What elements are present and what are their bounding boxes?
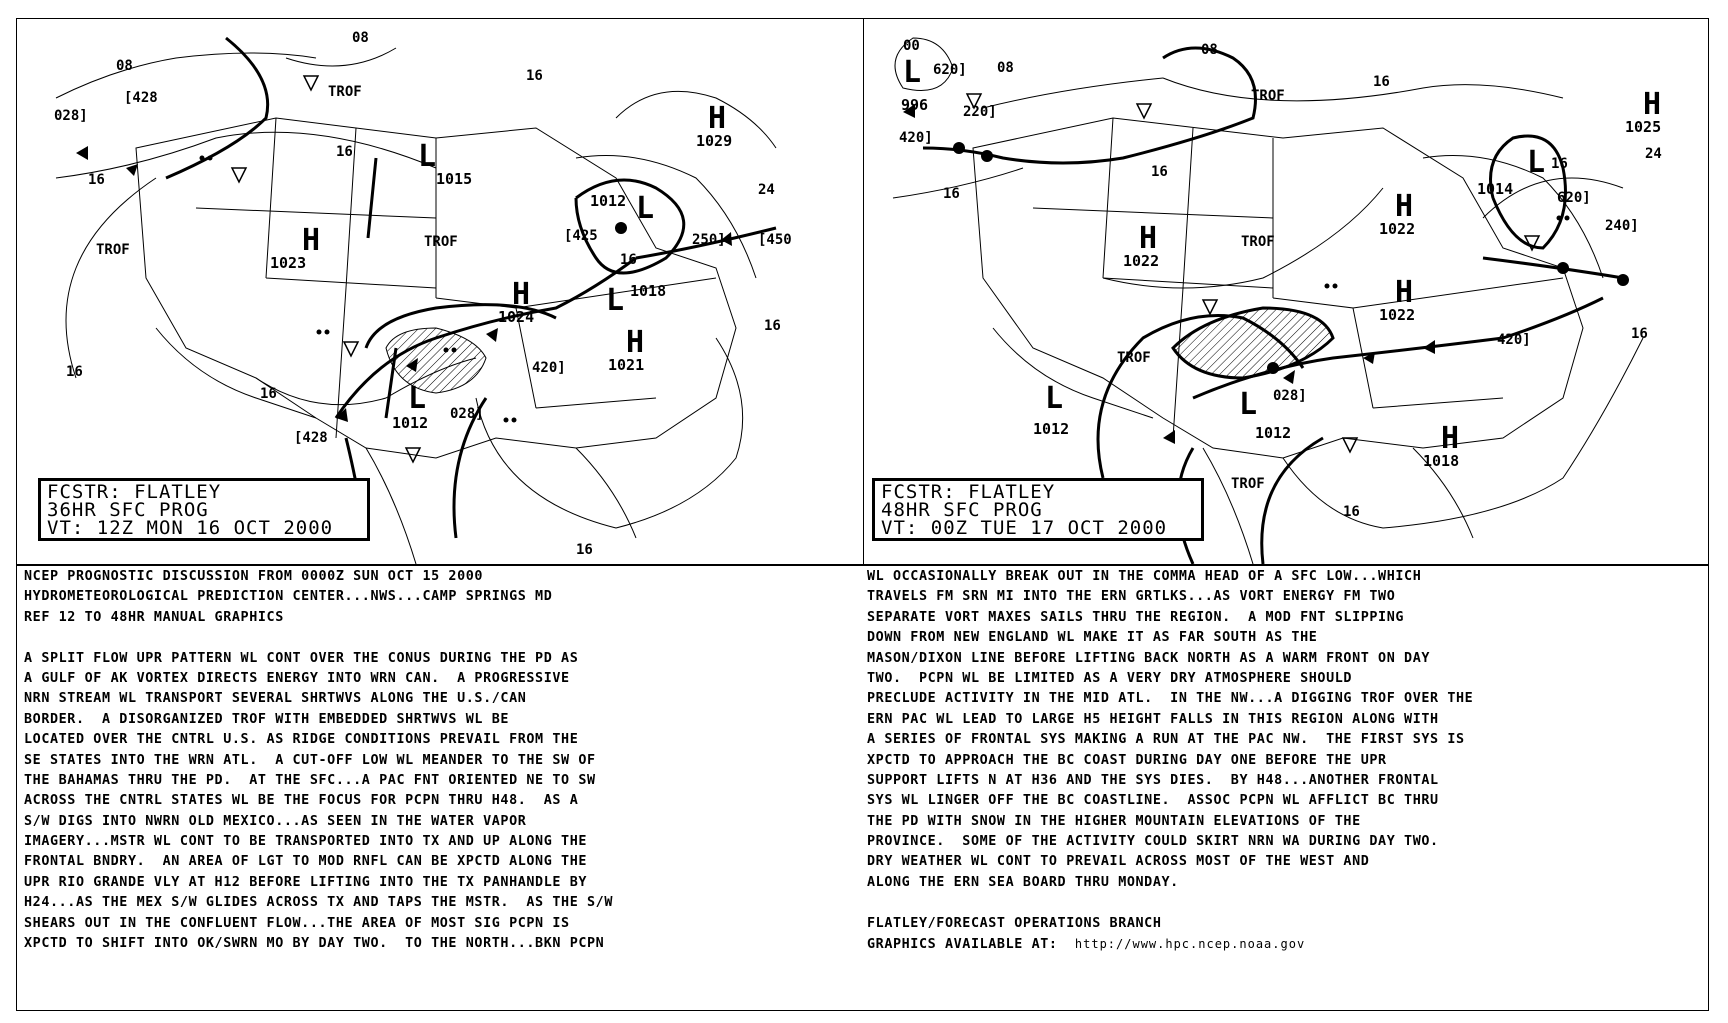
pressure-value: 1018 [1423,452,1460,470]
isobar-label: 16 [576,542,593,558]
isobar-label: 16 [1551,156,1568,172]
isobar-label: 16 [66,364,83,380]
isobar-label: 24 [758,182,775,198]
pressure-value: 1014 [1477,180,1514,198]
maps-text-divider [16,564,1709,566]
discussion-line: SUPPORT LIFTS N AT H36 AND THE SYS DIES. BY H48...ANOTHER FRONTAL [867,772,1439,788]
low-center-1014: L [1527,145,1546,180]
weather-symbols [200,156,517,423]
front-label: [425 [564,228,598,244]
front-label: 028] [450,406,484,422]
map-labels [899,38,1662,520]
discussion-line: BORDER. A DISORGANIZED TROF WITH EMBEDDED SHRTWVS WL BE [24,711,510,727]
isobar-label: 24 [1645,146,1662,162]
forecaster-label: FCSTR: FLATLEY [881,481,1056,503]
discussion-line: NCEP PROGNOSTIC DISCUSSION FROM 0000Z SUN OCT 15 2000 [24,569,484,584]
discussion-line: WL OCCASIONALLY BREAK OUT IN THE COMMA HEAD OF A SFC LOW...WHICH [867,569,1422,584]
trof-label: TROF [1241,234,1275,250]
map-48hr-surface-prog [863,18,1709,564]
graphics-gap [1058,937,1075,952]
discussion-line: SE STATES INTO THE WRN ATL. A CUT-OFF LOW WL MEANDER TO THE SW OF [24,752,596,768]
discussion-line: ERN PAC WL LEAD TO LARGE H5 HEIGHT FALLS IN THIS REGION ALONG WITH [867,711,1439,727]
low-center-1012-ne: L [636,191,655,226]
discussion-line: LOCATED OVER THE CNTRL U.S. AS RIDGE CONDITIONS PREVAIL FROM THE [24,732,579,748]
pressure-value: 1024 [498,308,535,326]
trof-label: TROF [1251,88,1285,104]
trof-label: TROF [424,234,458,250]
discussion-line: H24...AS THE MEX S/W GLIDES ACROSS TX AND TAPS THE MSTR. AS THE S/W [24,895,614,911]
pressure-value: 996 [901,96,929,114]
isobar-label: 16 [764,318,781,334]
discussion-line: A SERIES OF FRONTAL SYS MAKING A RUN AT THE PAC NW. THE FIRST SYS IS [867,732,1465,748]
discussion-line: IMAGERY...MSTR WL CONT TO BE TRANSPORTED INTO TX AND UP ALONG THE [24,834,588,850]
discussion-line: ALONG THE ERN SEA BOARD THRU MONDAY. [867,874,1179,890]
discussion-line: THE BAHAMAS THRU THE PD. AT THE SFC...A PAC FNT ORIENTED NE TO SW [24,772,596,788]
low-center-1015: L [418,139,437,174]
front-label: 028] [54,108,88,124]
discussion-line: SYS WL LINGER OFF THE BC COASTLINE. ASSOC PCPN WL AFFLICT BC THRU [867,793,1439,809]
discussion-line: S/W DIGS INTO NWRN OLD MEXICO...AS SEEN IN THE WATER VAPOR [24,813,527,829]
front-label: 620] [1557,190,1591,206]
discussion-line [24,628,613,648]
high-center-1022-w: H [1139,221,1158,256]
discussion-line: FRONTAL BNDRY. AN AREA OF LGT TO MOD RNFL CAN BE XPCTD ALONG THE [24,854,588,870]
graphics-url-link[interactable]: http://www.hpc.ncep.noaa.gov [1074,937,1306,952]
graphics-label: GRAPHICS AVAILABLE AT: [867,937,1058,953]
isobar-label: 08 [116,58,133,74]
isobar-label: 00 [903,38,920,54]
discussion-line: NRN STREAM WL TRANSPORT SEVERAL SHRTWVS ALONG THE U.S./CAN [24,691,527,707]
isobar-label: 08 [997,60,1014,76]
discussion-line: A SPLIT FLOW UPR PATTERN WL CONT OVER THE CONUS DURING THE PD AS [24,650,579,666]
isobar-label: 16 [1151,164,1168,180]
isobar-label: 16 [336,144,353,160]
fronts [166,38,776,538]
pressure-value: 1012 [392,414,429,432]
front-label: [428 [294,430,328,446]
discussion-line: DRY WEATHER WL CONT TO PREVAIL ACROSS MOST OF THE WEST AND [867,854,1370,870]
pressure-value: 1022 [1379,306,1416,324]
high-center-1022-ne: H [1395,189,1414,224]
high-center-1022-c: H [1395,275,1414,310]
forecaster-label: FCSTR: FLATLEY [47,481,222,503]
pressure-value: 1012 [1255,424,1292,442]
isobar-label: 16 [1631,326,1648,342]
front-label: 250] [692,232,726,248]
discussion-line: THE PD WITH SNOW IN THE HIGHER MOUNTAIN ELEVATIONS OF THE [867,813,1361,829]
front-label: 240] [1605,218,1639,234]
high-center-1021: H [626,325,645,360]
product-label: 48HR SFC PROG [881,499,1043,521]
low-center-1012-w: L [1045,381,1064,416]
low-center-1018: L [606,283,625,318]
pressure-value: 1021 [608,356,645,374]
pressure-center-values [901,96,1661,470]
isobar-label: 16 [88,172,105,188]
pressure-value: 1012 [1033,420,1070,438]
front-label: 028] [1273,388,1307,404]
discussion-line: PRECLUDE ACTIVITY IN THE MID ATL. IN THE NW...A DIGGING TROF OVER THE [867,691,1474,707]
pressure-value: 1022 [1123,252,1160,270]
front-label: 220] [963,104,997,120]
isobar-label: 16 [1343,504,1360,520]
high-center-1029: H [708,101,727,136]
high-center-1025: H [1643,87,1662,122]
discussion-line: FLATLEY/FORECAST OPERATIONS BRANCH [867,915,1162,931]
high-center-1023: H [302,223,321,258]
pressure-value: 1025 [1625,118,1662,136]
isobar-label: 16 [943,186,960,202]
info-box-48hr [872,478,1204,541]
precip-area [386,328,486,393]
discussion-line: REF 12 TO 48HR MANUAL GRAPHICS [24,609,284,625]
discussion-line [867,893,1473,913]
discussion-line: UPR RIO GRANDE VLY AT H12 BEFORE LIFTING INTO THE TX PANHANDLE BY [24,874,588,890]
discussion-line: SEPARATE VORT MAXES SAILS THRU THE REGION. A MOD FNT SLIPPING [867,609,1405,625]
high-center-1024: H [512,277,531,312]
discussion-line: HYDROMETEOROLOGICAL PREDICTION CENTER...NWS...CAMP SPRINGS MD [24,589,553,605]
discussion-line: TRAVELS FM SRN MI INTO THE ERN GRTLKS...AS VORT ENERGY FM TWO [867,589,1396,605]
discussion-line: TWO. PCPN WL BE LIMITED AS A VERY DRY ATMOSPHERE SHOULD [867,670,1353,686]
discussion-right-column [867,567,1473,954]
front-label: 420] [532,360,566,376]
front-label: 420] [899,130,933,146]
discussion-line: XPCTD TO APPROACH THE BC COAST DURING DAY ONE BEFORE THE UPR [867,752,1387,768]
discussion-line: XPCTD TO SHIFT INTO OK/SWRN MO BY DAY TWO. TO THE NORTH...BKN PCPN [24,936,605,952]
graphics-available-line [867,934,1473,954]
isobar-label: 16 [260,386,277,402]
isobar-label: 08 [352,30,369,46]
pressure-value: 1012 [590,192,627,210]
discussion-line: MASON/DIXON LINE BEFORE LIFTING BACK NORTH AS A WARM FRONT ON DAY [867,650,1431,666]
discussion-line: PROVINCE. SOME OF THE ACTIVITY COULD SKIRT NRN WA DURING DAY TWO. [867,834,1439,850]
pressure-value: 1023 [270,254,307,272]
discussion-line: A GULF OF AK VORTEX DIRECTS ENERGY INTO WRN CAN. A PROGRESSIVE [24,670,570,686]
isobar-label: 08 [1201,42,1218,58]
front-label: [428 [124,90,158,106]
valid-time-label: VT: 12Z MON 16 OCT 2000 [47,517,334,539]
pressure-value: 1018 [630,282,667,300]
trof-label: TROF [1117,350,1151,366]
map-36hr-surface-prog [16,18,863,564]
low-center-1012-sw: L [408,381,427,416]
isobar-label: 16 [1373,74,1390,90]
discussion-line: ACROSS THE CNTRL STATES WL BE THE FOCUS FOR PCPN THRU H48. AS A [24,793,579,809]
info-box-36hr [38,478,370,541]
pressure-value: 1015 [436,170,473,188]
weather-symbols [1325,216,1570,289]
front-label: 420] [1497,332,1531,348]
pressure-value: 1029 [696,132,733,150]
discussion-line: SHEARS OUT IN THE CONFLUENT FLOW...THE AREA OF MOST SIG PCPN IS [24,915,570,931]
product-label: 36HR SFC PROG [47,499,209,521]
front-label: 620] [933,62,967,78]
low-center-1012-c: L [1239,387,1258,422]
isobar-label: 16 [526,68,543,84]
front-pips [903,104,1629,444]
discussion-line: DOWN FROM NEW ENGLAND WL MAKE IT AS FAR SOUTH AS THE [867,630,1318,646]
isobar-label: 16 [620,252,637,268]
front-label: [450 [758,232,792,248]
high-center-1018: H [1441,421,1460,456]
discussion-left-column [24,567,613,954]
trof-label: TROF [96,242,130,258]
pressure-value: 1022 [1379,220,1416,238]
valid-time-label: VT: 00Z TUE 17 OCT 2000 [881,517,1168,539]
trof-label: TROF [328,84,362,100]
low-center-996: L [903,55,922,90]
trof-label: TROF [1231,476,1265,492]
